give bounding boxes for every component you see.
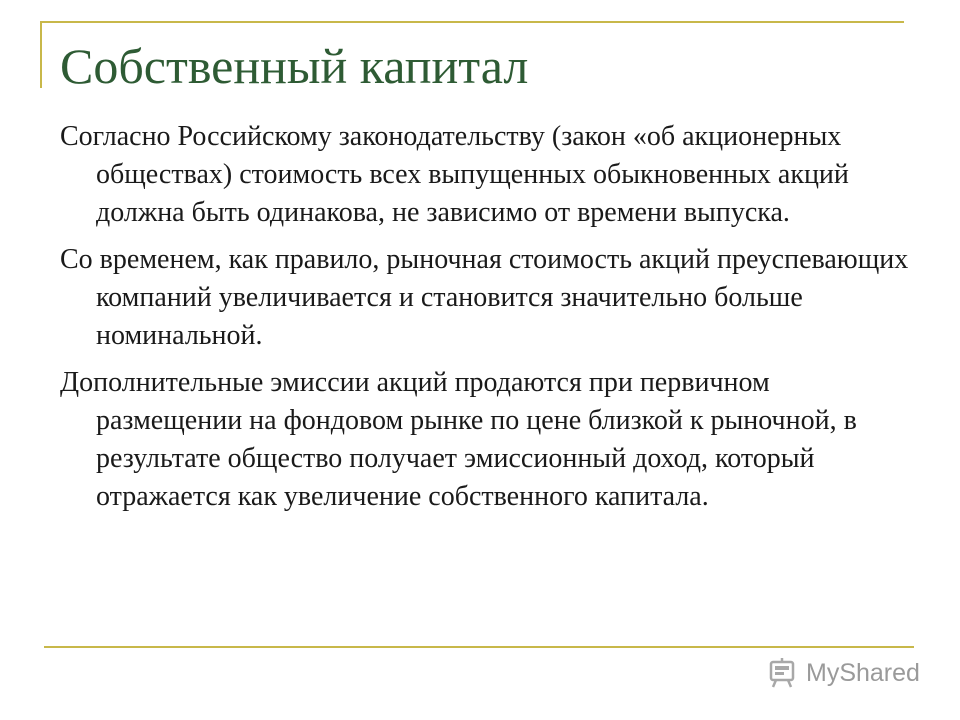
bottom-divider xyxy=(44,646,914,648)
watermark xyxy=(766,655,920,691)
myshared-logo-icon xyxy=(766,656,800,690)
paragraph-3: Дополнительные эмиссии акций продаются при первичном размещении на фондовом рынке по цене близкой к рыночной, в результате общество получает эмиссионный доход, который отражается как увеличение собственного капитала. xyxy=(60,367,857,512)
paragraph-1: Согласно Российскому законодательству (закон «об акционерных обществах) стоимость всех выпущенных обыкновенных акций должна быть одинакова, не зависимо от времени выпуска. xyxy=(60,121,849,228)
slide-title: Собственный капитал xyxy=(60,38,529,94)
top-divider xyxy=(40,21,904,23)
left-divider xyxy=(40,21,42,88)
slide-body xyxy=(60,118,910,525)
watermark-text: MyShared xyxy=(806,658,920,687)
paragraph-2: Со временем, как правило, рыночная стоимость акций преуспевающих компаний увеличивается и становится значительно больше номинальной. xyxy=(60,244,909,351)
